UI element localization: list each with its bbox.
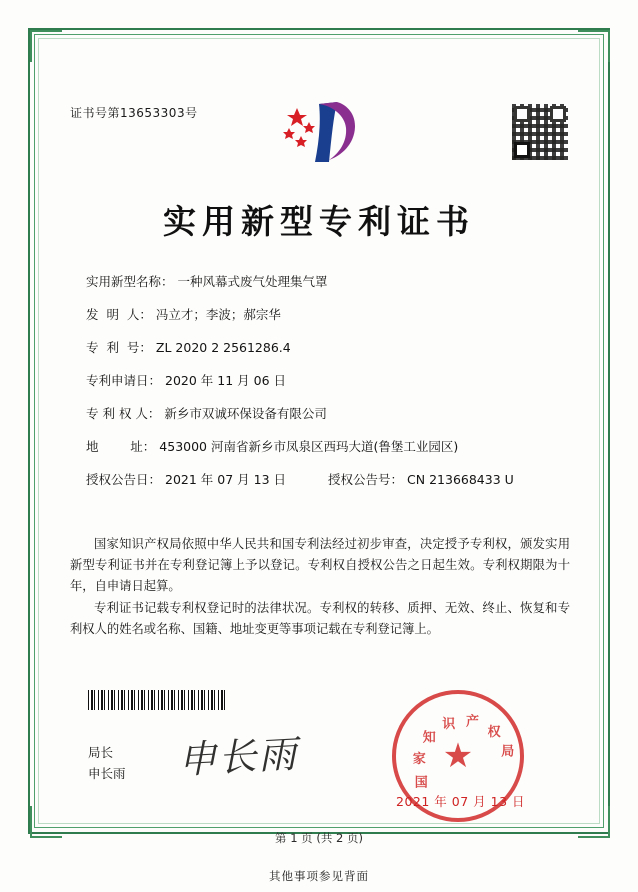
director-role-label: 局长 <box>88 745 114 760</box>
field-value-grant-date: 2021 年 07 月 13 日 <box>165 472 287 487</box>
field-value: 453000 河南省新乡市凤泉区西玛大道(鲁堡工业园区) <box>159 439 459 454</box>
legal-paragraphs <box>70 534 570 641</box>
field-row <box>86 272 556 290</box>
field-label: 专 利 权 人： <box>86 406 161 421</box>
field-label: 实用新型名称： <box>86 274 174 289</box>
field-value: 一种风幕式废气处理集气罩 <box>177 274 328 289</box>
handwritten-signature-icon: 申长雨 <box>177 731 300 783</box>
fields-list <box>86 272 556 503</box>
field-value: ZL 2020 2 2561286.4 <box>155 340 291 355</box>
barcode-icon <box>88 690 226 710</box>
qr-code-finder-icon <box>514 142 530 158</box>
certificate-number: 证书号第13653303号 <box>70 106 198 120</box>
seal-text-ring: 国 家 知 识 产 权 局 <box>412 714 515 791</box>
corner-ornament-top-left <box>30 30 62 62</box>
paragraph: 国家知识产权局依照中华人民共和国专利法经过初步审查，决定授予专利权，颁发实用新型专利证书并在专利登记簿上予以登记。专利权自授权公告之日起生效。专利权期限为十年，自申请日起算。 <box>70 537 570 593</box>
field-label-grant-number: 授权公告号： <box>328 472 404 487</box>
field-value: 新乡市双诚环保设备有限公司 <box>164 406 327 421</box>
director-name-label: 申长雨 <box>88 766 126 781</box>
field-value: 冯立才；李波；郝宗华 <box>155 307 281 322</box>
field-label: 专利申请日： <box>86 373 162 388</box>
field-row <box>86 437 556 455</box>
field-row <box>86 305 556 323</box>
field-row-dual <box>86 470 556 488</box>
five-pointed-star-icon: ★ <box>442 736 474 776</box>
paragraph: 专利证书记载专利权登记时的法律状况。专利权的转移、质押、无效、终止、恢复和专利权人的姓名或名称、国籍、地址变更等事项记载在专利登记簿上。 <box>70 601 570 636</box>
field-row <box>86 371 556 389</box>
field-label: 地 址： <box>86 439 156 454</box>
field-value: 2020 年 11 月 06 日 <box>165 373 287 388</box>
field-row <box>86 404 556 422</box>
field-row <box>86 338 556 356</box>
signature-labels <box>88 742 126 784</box>
field-label-grant-date: 授权公告日： <box>86 472 162 487</box>
footer-note: 其他事项参见背面 <box>269 869 369 883</box>
corner-ornament-top-right <box>578 30 610 62</box>
patent-office-emblem-icon <box>275 98 365 168</box>
seal-date: 2021 年 07 月 13 日 <box>396 794 525 809</box>
field-label: 发 明 人： <box>86 307 152 322</box>
field-value-grant-number: CN 213668433 U <box>407 472 514 487</box>
field-label: 专 利 号： <box>86 340 152 355</box>
page-number: 第 1 页 (共 2 页) <box>275 831 363 845</box>
page-title: 实用新型专利证书 <box>163 202 475 241</box>
